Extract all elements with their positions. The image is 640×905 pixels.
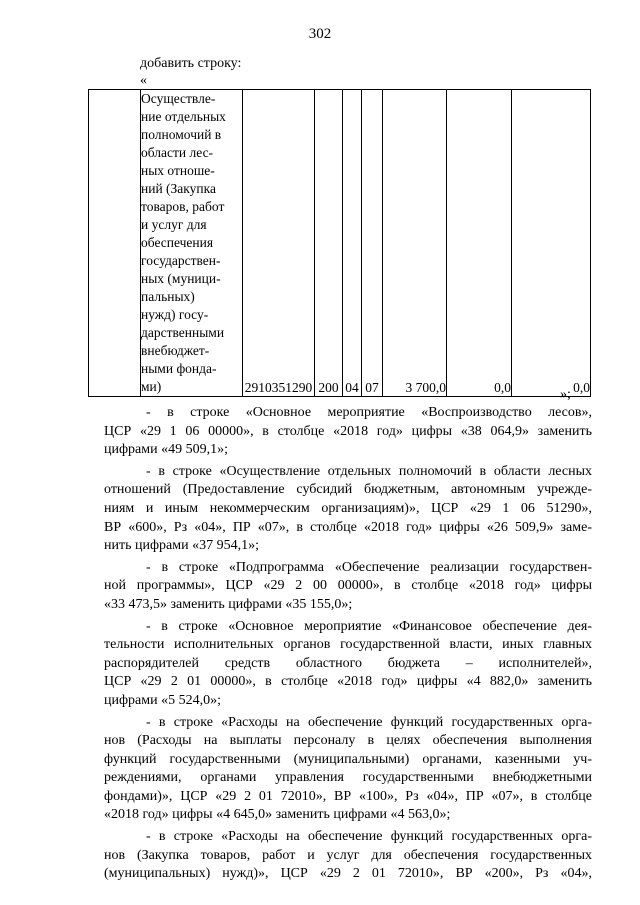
row-name-line: пальных)	[141, 289, 195, 304]
vr-cell: 200	[315, 90, 343, 397]
paragraph-line: - в строке «Подпрограмма «Обеспечение реализации государствен-	[146, 559, 592, 575]
closing-quote: »;	[560, 387, 571, 402]
row-name-line: ние отдельных	[141, 109, 226, 124]
row-name-line: ных (муници-	[141, 271, 221, 286]
row-name-line: товаров, работ	[141, 199, 225, 214]
inserted-row-table	[88, 89, 591, 397]
paragraph-line: нов (Расходы на выплаты персоналу в целях обеспечения выполнения	[104, 733, 592, 749]
amendment-paragraph	[104, 828, 592, 884]
paragraph-line: (муниципальных) нужд)», ЦСР «29 2 01 72010», ВР «200», Рз «04»,	[104, 866, 592, 882]
paragraph-line: ниям и иным некоммерческим организациям)», ЦСР «29 1 06 51290»,	[104, 500, 592, 516]
amendments-text	[104, 404, 592, 887]
empty-number-cell	[89, 90, 141, 397]
pr-cell: 07	[362, 90, 383, 397]
paragraph-line: реждениями, органами управления государственными внебюджетными	[104, 770, 592, 786]
paragraph-line: фондами)», ЦСР «29 2 01 72010», ВР «100», Рз «04», ПР «07», в столбце	[104, 788, 592, 804]
paragraph-line: - в строке «Расходы на обеспечение функций государственных орга-	[146, 714, 592, 730]
table-row	[89, 90, 591, 397]
amendment-paragraph	[104, 463, 592, 556]
row-name-line: полномочий в	[141, 127, 222, 142]
paragraph-line: - в строке «Основное мероприятие «Финансовое обеспечение дея-	[146, 618, 592, 634]
value-2018-cell: 3 700,0	[383, 90, 447, 397]
paragraph-line: ЦСР «29 1 06 00000», в столбце «2018 год» цифры «38 064,9» заменить	[104, 423, 592, 439]
value-2020-cell: 0,0	[512, 90, 591, 397]
row-name-line: внебюджет-	[141, 343, 210, 358]
amendment-paragraph	[104, 559, 592, 615]
csr-cell: 2910351290	[243, 90, 315, 397]
intro	[140, 55, 241, 89]
paragraph-line: нить цифрами «37 954,1»;	[104, 538, 259, 554]
rz-cell: 04	[343, 90, 362, 397]
paragraph-line: ЦСР «29 2 01 00000», в столбце «2018 год» цифры «4 882,0» заменить	[104, 674, 592, 690]
paragraph-line: тельности исполнительных органов государственной власти, иных главных	[104, 637, 592, 653]
row-name-line: ми)	[141, 379, 162, 394]
paragraph-line: цифрами «49 509,1»;	[104, 442, 229, 458]
paragraph-line: «33 473,5» заменить цифрами «35 155,0»;	[104, 596, 353, 612]
row-name-line: нужд) госу-	[141, 307, 209, 322]
paragraph-line: - в строке «Основное мероприятие «Воспроизводство лесов»,	[146, 405, 592, 420]
row-name-line: и услуг для	[141, 217, 207, 232]
row-name-line: ными фонда-	[141, 361, 217, 376]
row-name-line: области лес-	[141, 145, 214, 160]
paragraph-line: функций государственными (муниципальными) органами, казенными уч-	[104, 751, 592, 767]
amendment-paragraph	[104, 714, 592, 826]
row-name-line: государствен-	[141, 253, 221, 268]
paragraph-line: отношений (Предоставление субсидий бюджетным, автономным учрежде-	[104, 482, 592, 498]
amendment-paragraph	[104, 404, 592, 460]
row-name-line: дарственными	[141, 325, 225, 340]
row-name-line: ных отноше-	[141, 163, 215, 178]
row-name-line: обеспечения	[141, 235, 214, 250]
paragraph-line: ной программы», ЦСР «29 2 00 00000», в столбце «2018 год» цифры	[104, 578, 592, 594]
amendment-paragraph	[104, 618, 592, 711]
paragraph-line: - в строке «Расходы на обеспечение функций государственных орга-	[146, 829, 592, 845]
paragraph-line: «2018 год» цифры «4 645,0» заменить цифрами «4 563,0»;	[104, 807, 451, 823]
row-name-line: Осуществле-	[141, 91, 216, 106]
open-quote: «	[140, 73, 147, 88]
paragraph-line: нов (Закупка товаров, работ и услуг для обеспечения государственных	[104, 847, 592, 863]
page-number: 302	[308, 26, 332, 42]
paragraph-line: цифрами «5 524,0»;	[104, 692, 222, 708]
paragraph-line: - в строке «Осуществление отдельных полномочий в области лесных	[146, 463, 592, 479]
paragraph-line: распорядителей средств областного бюджета – исполнителей»,	[104, 655, 592, 671]
value-2019-cell: 0,0	[447, 90, 512, 397]
row-name-cell	[141, 90, 243, 397]
paragraph-line: ВР «600», Рз «04», ПР «07», в столбце «2018 год» цифры «26 509,9» заме-	[104, 519, 592, 535]
row-name-line: ний (Закупка	[141, 181, 216, 196]
instruction-text: добавить строку:	[140, 56, 242, 71]
